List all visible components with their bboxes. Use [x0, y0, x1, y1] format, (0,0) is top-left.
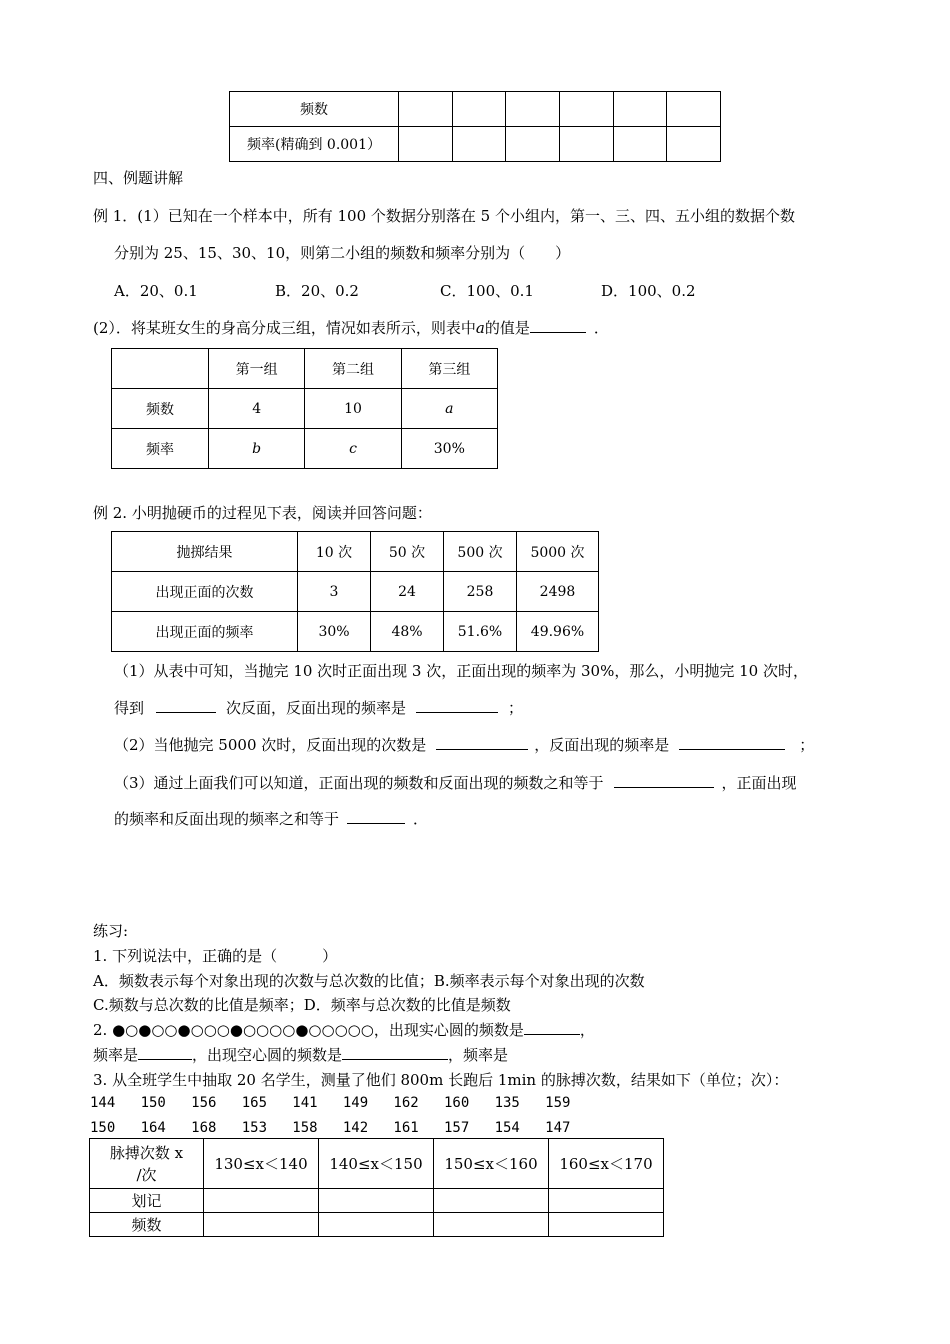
table-cell: [506, 127, 560, 162]
top-frequency-table: [229, 91, 721, 162]
practice-q2-line2: [93, 1044, 508, 1065]
table-cell: 30%: [401, 429, 497, 469]
answer-blank[interactable]: [530, 332, 586, 333]
table-cell: 30%: [298, 612, 371, 652]
table-cell: [305, 429, 401, 469]
answer-blank[interactable]: [342, 1059, 448, 1060]
table-header-cell: 第三组: [401, 349, 497, 389]
table-cell: 49.96%: [517, 612, 599, 652]
answer-blank[interactable]: [524, 1034, 580, 1035]
table-header-cell: 抛掷结果: [112, 532, 298, 572]
practice-q1: 1. 下列说法中，正确的是（ ）: [93, 947, 338, 965]
table-cell: [319, 1213, 434, 1237]
table-cell: [549, 1189, 664, 1213]
ex1-option-c: C．100、0.1: [440, 282, 534, 300]
answer-blank[interactable]: [347, 823, 405, 824]
ex1-part2-prefix: (2）．将某班女生的身高分成三组，情况如表所示，则表中: [93, 319, 476, 337]
table-header-cell: 130≤x＜140: [204, 1139, 319, 1189]
table-cell: 258: [444, 572, 517, 612]
table-cell: [401, 389, 497, 429]
pulse-header-line2: /次: [136, 1165, 157, 1184]
table-header-cell: 5000 次: [517, 532, 599, 572]
table-header-cell: 10 次: [298, 532, 371, 572]
ex1-part2-var: a: [475, 319, 485, 337]
ex1-line1: 例 1．(1）已知在一个样本中，所有 100 个数据分别落在 5 个小组内，第一、三、四、五小组的数据个数: [93, 207, 795, 225]
ex2-q1-line2: [114, 697, 523, 718]
table-cell: [399, 92, 453, 127]
ex1-option-a: A．20、0.1: [114, 282, 198, 300]
ex1-part2: [93, 317, 609, 338]
table-cell: 24: [371, 572, 444, 612]
table-cell: 3: [298, 572, 371, 612]
practice-q3: 3. 从全班学生中抽取 20 名学生，测量了他们 800m 长跑后 1min 的脉搏次数，结果如下（单位；次）：: [93, 1071, 789, 1089]
ex2-q2-a: （2）当他抛完 5000 次时，反面出现的次数是: [114, 736, 427, 754]
answer-blank[interactable]: [679, 749, 785, 750]
var-a: a: [445, 400, 454, 417]
ex2-q1-line1: （1）从表中可知，当抛完 10 次时正面出现 3 次，正面出现的频率为 30%，那么，小明抛完 10 次时，: [114, 662, 808, 680]
ex1-option-d: D．100、0.2: [601, 282, 696, 300]
ex1-line2: 分别为 25、15、30、10，则第二小组的频数和频率分别为（ ）: [114, 244, 571, 262]
height-group-table: [111, 348, 498, 469]
pulse-header-label: [90, 1139, 204, 1189]
table-cell: [204, 1213, 319, 1237]
table-header-cell: 140≤x＜150: [319, 1139, 434, 1189]
table-row-label: 出现正面的次数: [112, 572, 298, 612]
table-cell: [613, 127, 667, 162]
ex2-q2-c: ；: [799, 736, 815, 754]
section-title: 四、例题讲解: [93, 169, 184, 187]
practice-q1-b: C.频数与总次数的比值是频率；D．频率与总次数的比值是频数: [93, 996, 511, 1014]
practice-q2-c: ，频率是: [448, 1046, 509, 1064]
practice-q1-a: A．频数表示每个对象出现的次数与总次数的比值；B.频率表示每个对象出现的次数: [93, 972, 645, 990]
table-cell: 4: [209, 389, 305, 429]
ex2-q2: [114, 734, 814, 755]
table-cell: 2498: [517, 572, 599, 612]
table-cell: [319, 1189, 434, 1213]
row-label-frequency-rate: 频率(精确到 0.001）: [230, 127, 399, 162]
var-c: c: [349, 440, 357, 457]
practice-title: 练习:: [93, 922, 129, 940]
ex2-intro: 例 2. 小明抛硬币的过程见下表，阅读并回答问题：: [93, 504, 432, 522]
ex2-q1-c: ；: [508, 699, 524, 717]
pulse-frequency-table: [89, 1138, 664, 1237]
ex1-part2-mid: 的值是: [484, 319, 530, 337]
table-header-cell: 500 次: [444, 532, 517, 572]
pulse-data-row-2: 150 164 168 153 158 142 161 157 154 147: [90, 1120, 571, 1136]
answer-blank[interactable]: [416, 712, 498, 713]
table-cell: [549, 1213, 664, 1237]
answer-blank[interactable]: [436, 749, 528, 750]
answer-blank[interactable]: [614, 787, 714, 788]
table-cell: [667, 92, 721, 127]
table-row-label: 频数: [112, 389, 209, 429]
table-cell: 10: [305, 389, 401, 429]
ex2-q3-a: （3）通过上面我们可以知道，正面出现的频数和反面出现的频数之和等于: [114, 774, 604, 792]
table-cell: [667, 127, 721, 162]
table-row-label: 频率: [112, 429, 209, 469]
table-header-cell: 第二组: [305, 349, 401, 389]
ex1-option-b: B．20、0.2: [275, 282, 359, 300]
practice-q2-line1: [93, 1019, 595, 1040]
ex2-q1-a: 得到: [114, 699, 145, 717]
practice-q2-a: 频率是: [93, 1046, 139, 1064]
table-cell: [559, 92, 613, 127]
table-header-cell: 150≤x＜160: [434, 1139, 549, 1189]
table-cell: [559, 127, 613, 162]
table-row-label: 划记: [90, 1189, 204, 1213]
answer-blank[interactable]: [156, 712, 216, 713]
ex2-q1-b: 次反面，反面出现的频率是: [226, 699, 407, 717]
table-cell: 48%: [371, 612, 444, 652]
ex2-q3-c: 的频率和反面出现的频率之和等于: [114, 810, 340, 828]
table-cell: [204, 1189, 319, 1213]
var-b: b: [252, 440, 262, 457]
answer-blank[interactable]: [138, 1059, 192, 1060]
table-row-label: 出现正面的频率: [112, 612, 298, 652]
table-cell: [452, 92, 506, 127]
table-header-cell: 160≤x＜170: [549, 1139, 664, 1189]
row-label-frequency-count: 频数: [230, 92, 399, 127]
table-cell: [452, 127, 506, 162]
practice-q2-b: ，出现空心圆的频数是: [192, 1046, 343, 1064]
practice-q2-seq: 2. ●○●○○●○○○●○○○○●○○○○○，出现实心圆的频数是: [93, 1021, 524, 1039]
table-header-cell: 50 次: [371, 532, 444, 572]
ex2-q3-d: ．: [413, 810, 429, 828]
table-cell: [399, 127, 453, 162]
table-cell: 51.6%: [444, 612, 517, 652]
ex1-part2-end: ．: [593, 319, 609, 337]
ex2-q3-line2: [114, 808, 428, 829]
table-cell: [434, 1213, 549, 1237]
table-row-label: 频数: [90, 1213, 204, 1237]
pulse-header-line1: 脉搏次数 x: [109, 1143, 184, 1162]
table-cell: [434, 1189, 549, 1213]
table-header-cell: [112, 349, 209, 389]
table-cell: [613, 92, 667, 127]
table-cell: [506, 92, 560, 127]
table-header-cell: 第一组: [209, 349, 305, 389]
ex2-q3-line1: [114, 772, 797, 793]
pulse-data-row-1: 144 150 156 165 141 149 162 160 135 159: [90, 1095, 571, 1111]
table-cell: [209, 429, 305, 469]
ex2-q2-b: ，反面出现的频率是: [534, 736, 670, 754]
practice-q2-end: ，: [579, 1021, 595, 1039]
ex2-q3-b: ，正面出现: [721, 774, 797, 792]
coin-toss-table: [111, 531, 599, 652]
